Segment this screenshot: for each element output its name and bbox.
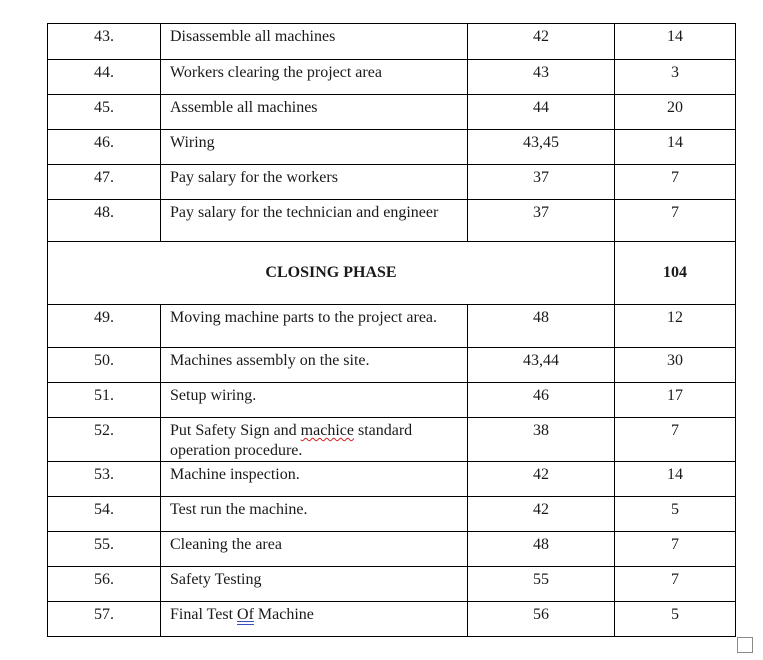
activity-description: Assemble all machines: [161, 95, 468, 130]
activity-number: 51.: [48, 383, 161, 418]
activity-number: 57.: [48, 602, 161, 637]
table-row: [48, 532, 736, 567]
table-row: [48, 200, 736, 242]
activity-description: Wiring: [161, 130, 468, 165]
duration: 5: [615, 497, 736, 532]
predecessor: 56: [468, 602, 615, 637]
activity-description: Disassemble all machines: [161, 24, 468, 60]
activity-description: Moving machine parts to the project area.: [161, 305, 468, 348]
predecessor: 37: [468, 200, 615, 242]
table-row: [48, 383, 736, 418]
predecessor: 42: [468, 462, 615, 497]
activity-number: 48.: [48, 200, 161, 242]
grammar-flag-word[interactable]: Of: [237, 606, 254, 623]
predecessor: 43,45: [468, 130, 615, 165]
predecessor: 38: [468, 418, 615, 462]
duration: 3: [615, 60, 736, 95]
table-row: [48, 60, 736, 95]
activity-description: [161, 602, 468, 637]
table-row: [48, 462, 736, 497]
table-row: [48, 497, 736, 532]
table-resize-handle[interactable]: [737, 637, 753, 653]
activity-number: 52.: [48, 418, 161, 462]
activity-text: standard operation procedure.: [170, 422, 413, 459]
table-row: [48, 348, 736, 383]
predecessor: 43: [468, 60, 615, 95]
phase-total: 104: [615, 242, 736, 305]
activity-description: [161, 418, 468, 462]
activity-number: 44.: [48, 60, 161, 95]
activity-number: 45.: [48, 95, 161, 130]
activity-description: Setup wiring.: [161, 383, 468, 418]
activity-number: 55.: [48, 532, 161, 567]
activity-description: Machine inspection.: [161, 462, 468, 497]
activity-description: Pay salary for the workers: [161, 165, 468, 200]
predecessor: 37: [468, 165, 615, 200]
activity-description: Pay salary for the technician and engineer: [161, 200, 468, 242]
predecessor: 42: [468, 24, 615, 60]
activity-number: 50.: [48, 348, 161, 383]
table-row: [48, 602, 736, 637]
duration: 7: [615, 165, 736, 200]
duration: 7: [615, 567, 736, 602]
table-row: [48, 165, 736, 200]
activity-description: Machines assembly on the site.: [161, 348, 468, 383]
duration: 30: [615, 348, 736, 383]
table-row: [48, 418, 736, 462]
duration: 5: [615, 602, 736, 637]
activity-number: 56.: [48, 567, 161, 602]
activity-table: [47, 23, 736, 637]
activity-number: 47.: [48, 165, 161, 200]
duration: 7: [615, 532, 736, 567]
table-row: [48, 567, 736, 602]
table-row: [48, 130, 736, 165]
table-row: [48, 95, 736, 130]
predecessor: 42: [468, 497, 615, 532]
activity-number: 46.: [48, 130, 161, 165]
activity-number: 49.: [48, 305, 161, 348]
activity-text: Put Safety Sign and: [170, 422, 301, 439]
activity-description: Test run the machine.: [161, 497, 468, 532]
predecessor: 44: [468, 95, 615, 130]
table-row: [48, 24, 736, 60]
duration: 14: [615, 130, 736, 165]
activity-description: Cleaning the area: [161, 532, 468, 567]
phase-title: CLOSING PHASE: [48, 242, 615, 305]
activity-number: 54.: [48, 497, 161, 532]
predecessor: 55: [468, 567, 615, 602]
activity-description: Safety Testing: [161, 567, 468, 602]
predecessor: 46: [468, 383, 615, 418]
duration: 7: [615, 200, 736, 242]
duration: 7: [615, 418, 736, 462]
activity-number: 53.: [48, 462, 161, 497]
duration: 14: [615, 24, 736, 60]
predecessor: 48: [468, 532, 615, 567]
activity-text: Final Test: [170, 606, 238, 623]
table-row: [48, 305, 736, 348]
duration: 12: [615, 305, 736, 348]
predecessor: 43,44: [468, 348, 615, 383]
duration: 17: [615, 383, 736, 418]
duration: 20: [615, 95, 736, 130]
activity-number: 43.: [48, 24, 161, 60]
duration: 14: [615, 462, 736, 497]
phase-row: [48, 242, 736, 305]
predecessor: 48: [468, 305, 615, 348]
activity-text: Machine: [253, 606, 314, 623]
activity-description: Workers clearing the project area: [161, 60, 468, 95]
spelling-error-word[interactable]: machice: [300, 422, 354, 439]
